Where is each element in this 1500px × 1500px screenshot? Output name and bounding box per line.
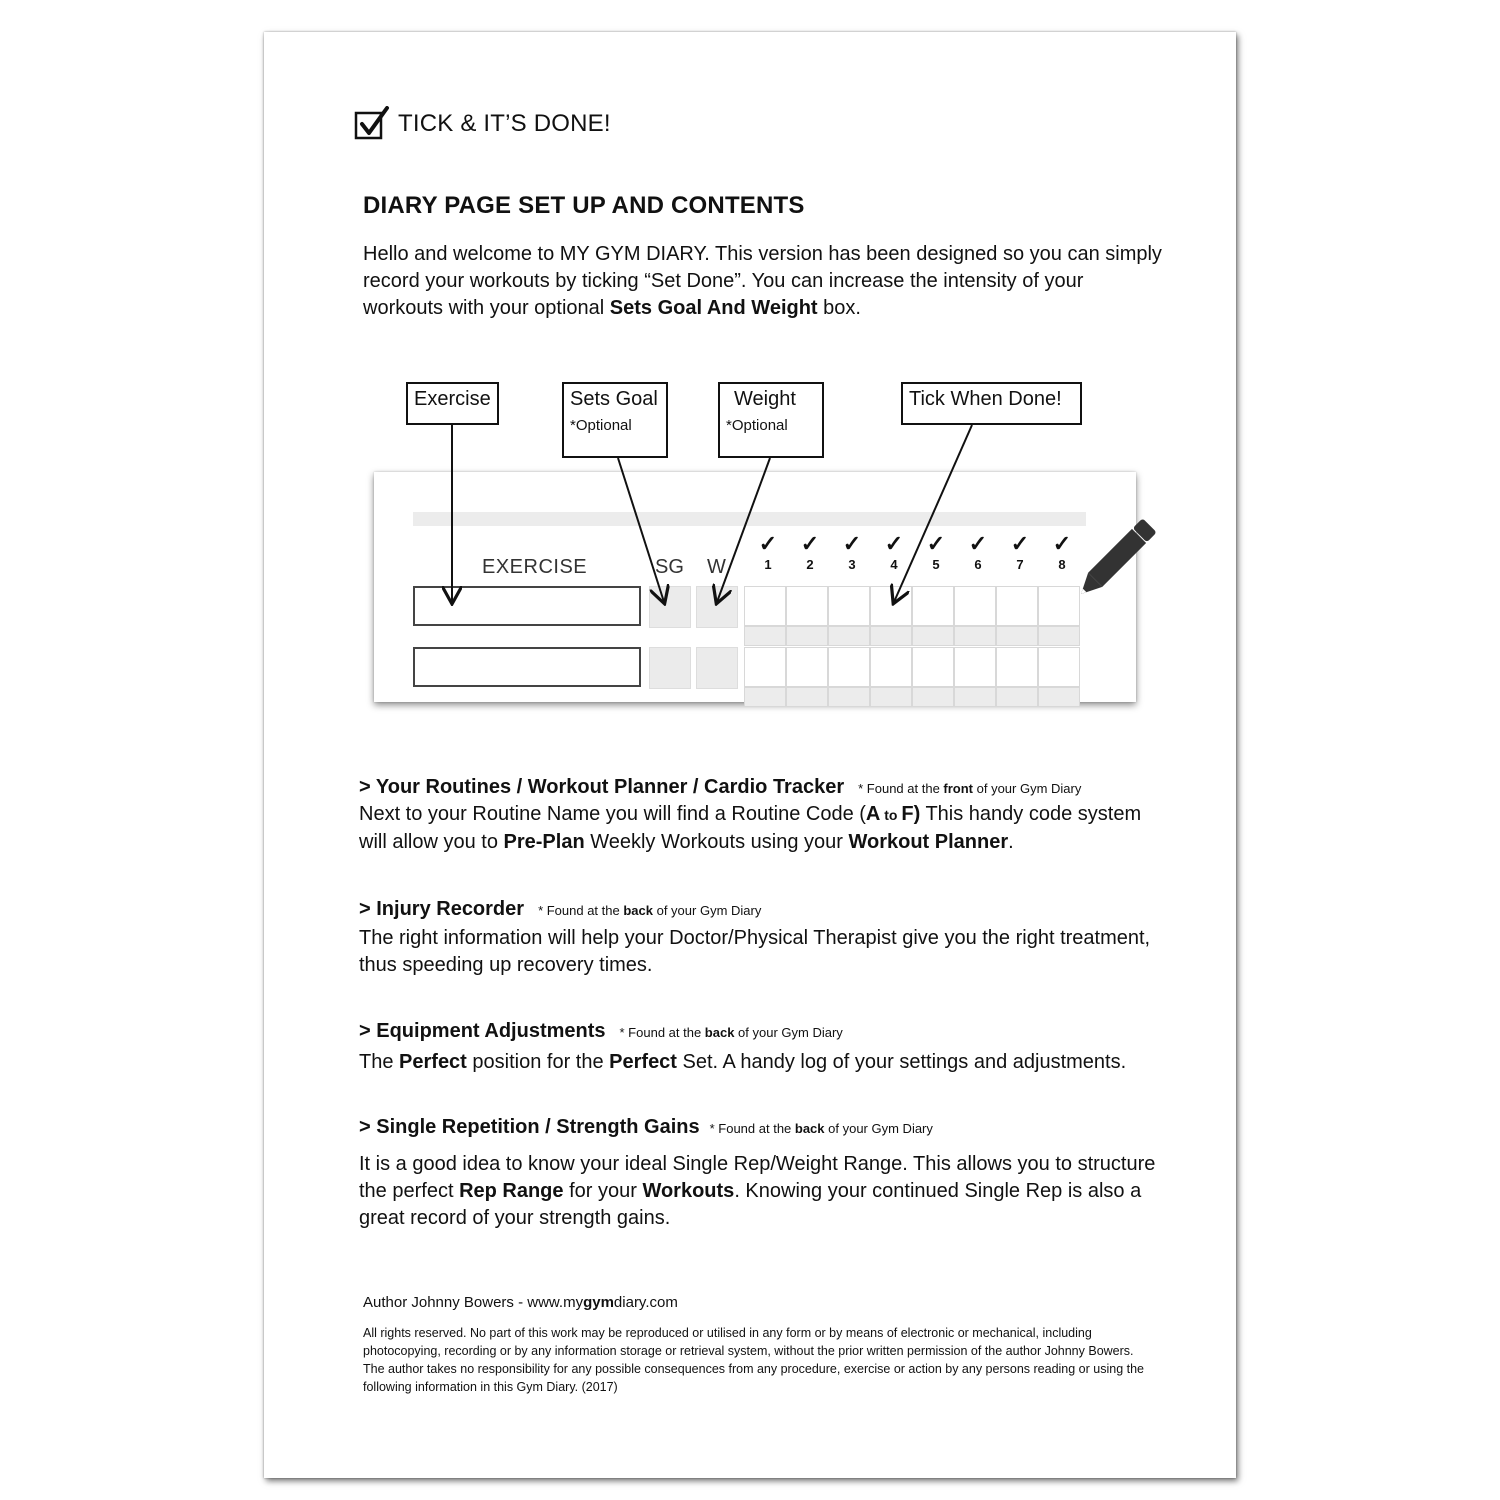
section-title: > Single Repetition / Strength Gains <box>359 1116 700 1138</box>
set-number: 2 <box>806 557 814 572</box>
callout-sets-goal: Sets Goal *Optional <box>562 382 668 458</box>
section-note: * Found at the back of your Gym Diary <box>709 1121 933 1136</box>
rights-notice: All rights reserved. No part of this work may be reproduced or utilised in any form or by means of electronic or mechanical, including photocopying, recording or by any information storage or retrieval system, without the prior written permission of the author Johnny Bowers. The author takes no responsibility for any possible consequences from any procedure, exercise or action by any persons reading or using the following information in this Gym Diary. (2017) <box>363 1326 1144 1394</box>
tick-mark-icon: ✓ <box>926 531 946 556</box>
set-number: 5 <box>932 557 940 572</box>
tick-mark-icon: ✓ <box>1052 531 1072 556</box>
column-exercise: EXERCISE <box>482 556 588 578</box>
tick-mark-icon: ✓ <box>968 531 988 556</box>
column-weight: W <box>707 556 726 578</box>
brand-title: TICK & IT’S DONE! <box>398 110 611 137</box>
tick-mark-icon: ✓ <box>1010 531 1030 556</box>
tick-mark-icon: ✓ <box>842 531 862 556</box>
section-title: > Equipment Adjustments <box>359 1020 606 1042</box>
section-injury <box>359 898 1159 979</box>
section-title: > Injury Recorder <box>359 898 525 920</box>
callout-tick-when-done: Tick When Done! <box>901 382 1082 425</box>
author-line: Author Johnny Bowers - www.mygymdiary.com <box>363 1294 678 1311</box>
set-number: 6 <box>974 557 982 572</box>
section-equipment <box>359 1020 1179 1076</box>
section-body: Next to your Routine Name you will find a Routine Code (A to F) This handy code system will allow you to Pre-Plan Weekly Workouts using your Workout Planner. <box>359 803 1142 853</box>
section-routines <box>359 776 1159 856</box>
tick-mark-icon: ✓ <box>758 531 778 556</box>
section-body: The right information will help your Doctor/Physical Therapist give you the right treatment, thus speeding up recovery times. <box>359 927 1151 976</box>
intro-text-2: box. <box>817 297 861 319</box>
section-single-rep <box>359 1116 1159 1232</box>
set-number: 3 <box>848 557 856 572</box>
intro-bold: Sets Goal And Weight <box>609 297 818 319</box>
set-number: 1 <box>764 557 772 572</box>
callout-arrows <box>264 32 1236 732</box>
page-heading: DIARY PAGE SET UP AND CONTENTS <box>363 192 805 219</box>
set-number: 7 <box>1016 557 1024 572</box>
set-number: 4 <box>890 557 898 572</box>
section-body: The Perfect position for the Perfect Set. A handy log of your settings and adjustments. <box>359 1051 1127 1073</box>
intro-text-1: Hello and welcome to MY GYM DIARY. This version has been designed so you can simply record your workouts by ticking “Set Done”. You can increase the intensity of your workouts with your optional <box>363 243 1162 319</box>
callout-weight: Weight *Optional <box>718 382 824 458</box>
section-body: It is a good idea to know your ideal Single Rep/Weight Range. This allows you to structure the perfect Rep Range for your Workouts. Knowing your continued Single Rep is also a great record of your strength gains. <box>359 1153 1156 1229</box>
section-title: > Your Routines / Workout Planner / Cardio Tracker <box>359 776 845 798</box>
section-note: * Found at the back of your Gym Diary <box>619 1025 843 1040</box>
section-note: * Found at the front of your Gym Diary <box>858 781 1082 796</box>
tick-mark-icon: ✓ <box>884 531 904 556</box>
column-sets-goal: SG <box>655 556 684 578</box>
section-note: * Found at the back of your Gym Diary <box>538 903 762 918</box>
tick-mark-icon: ✓ <box>800 531 820 556</box>
diary-page <box>264 32 1236 1478</box>
callout-exercise: Exercise <box>406 382 499 425</box>
set-number: 8 <box>1058 557 1066 572</box>
